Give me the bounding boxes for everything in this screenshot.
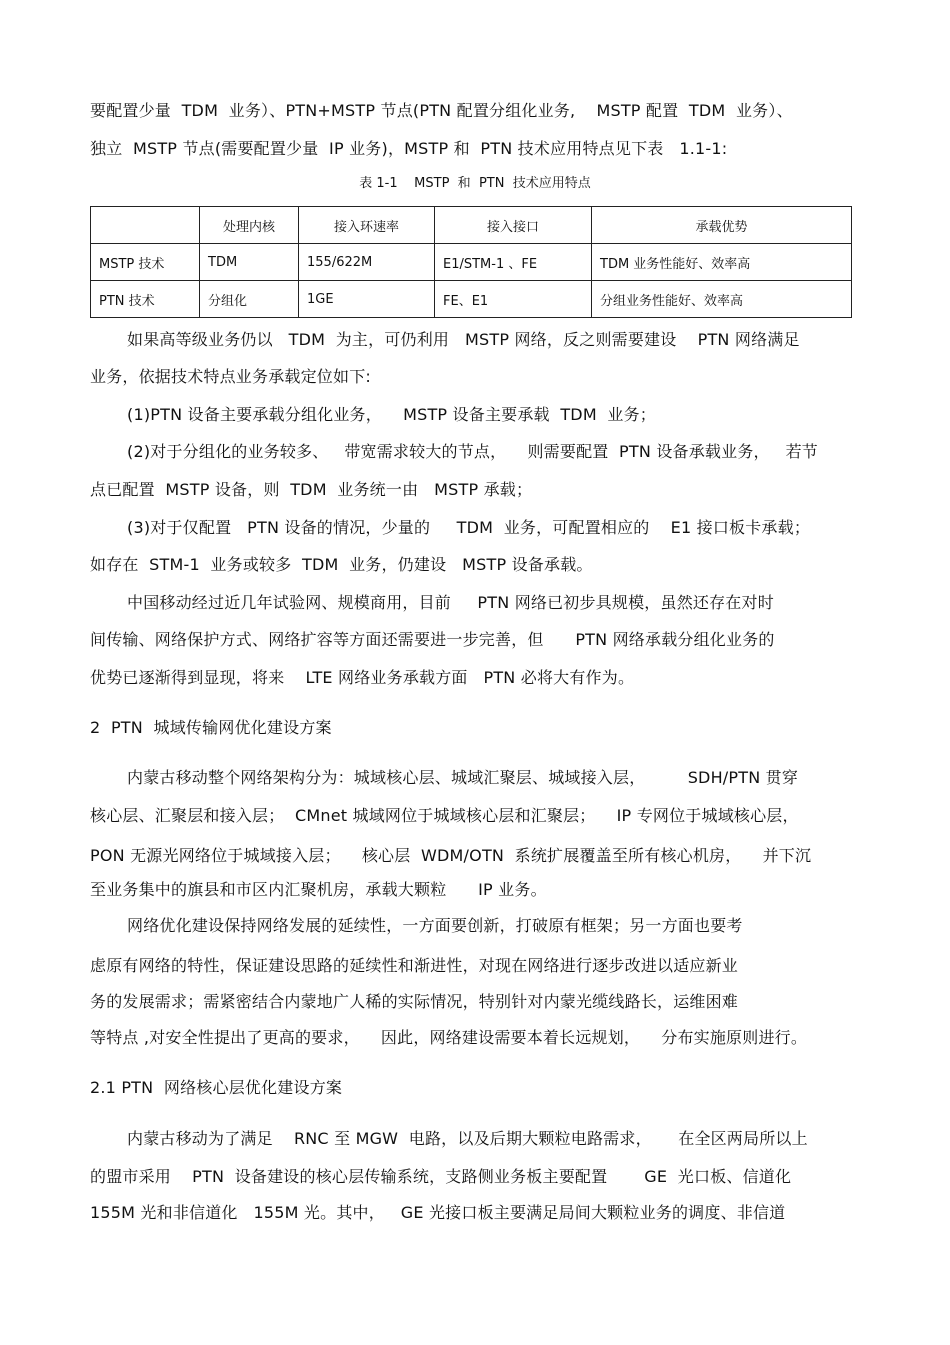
paragraph-line: 务的发展需求；需紧密结合内蒙地广人稀的实际情况，特别针对内蒙光缆线路长，运维困难 (90, 992, 739, 1011)
paragraph-line: 如存在 STM-1 业务或较多 TDM 业务，仍建设 MSTP 设备承载。 (90, 555, 593, 574)
table-cell: E1/STM-1 、FE (435, 244, 592, 281)
paragraph-line: 内蒙古移动为了满足 RNC 至 MGW 电路，以及后期大颗粒电路需求， 在全区两局所以上 (127, 1129, 808, 1148)
paragraph-line: 如果高等级业务仍以 TDM 为主，可仍利用 MSTP 网络，反之则需要建设 PTN 网络满足 (127, 330, 800, 349)
table-cell: PTN 技术 (91, 281, 200, 318)
paragraph-line: 内蒙古移动整个网络架构分为：城域核心层、城域汇聚层、城域接入层， SDH/PTN 贯穿 (127, 768, 799, 787)
paragraph-line: 优势已逐渐得到显现，将来 LTE 网络业务承载方面 PTN 必将大有作为。 (90, 668, 635, 687)
table-row (91, 281, 852, 318)
paragraph-line: 155M 光和非信道化 155M 光。其中， GE 光接口板主要满足局间大颗粒业务的调度、非信道 (90, 1203, 786, 1222)
table-cell: 1GE (299, 281, 435, 318)
section-heading: 2 PTN 城域传输网优化建设方案 (90, 718, 332, 737)
paragraph-line: PON 无源光网络位于城域接入层； 核心层 WDM/OTN 系统扩展覆盖至所有核心机房， 并下沉 (90, 846, 812, 865)
paragraph-line: 网络优化建设保持网络发展的延续性，一方面要创新，打破原有框架；另一方面也要考 (127, 916, 743, 935)
paragraph-line: 要配置少量 TDM 业务）、PTN+MSTP 节点(PTN 配置分组化业务, MSTP 配置 TDM 业务）、 (90, 101, 793, 120)
paragraph-line: 间传输、网络保护方式、网络扩容等方面还需要进一步完善，但 PTN 网络承载分组化业务的 (90, 630, 775, 649)
table-cell: MSTP 技术 (91, 244, 200, 281)
table-header-cell (91, 207, 200, 244)
table-cell: TDM (200, 244, 299, 281)
paragraph-line: 业务，依据技术特点业务承载定位如下: (90, 367, 371, 386)
table-cell: 分组业务性能好、效率高 (592, 281, 852, 318)
paragraph-line: 虑原有网络的特性，保证建设思路的延续性和渐进性，对现在网络进行逐步改进以适应新业 (90, 956, 739, 975)
table-header-row (91, 207, 852, 244)
table-header-cell: 处理内核 (200, 207, 299, 244)
paragraph-line: 核心层、汇聚层和接入层； CMnet 城域网位于城域核心层和汇聚层； IP 专网位于城域核心层， (90, 806, 799, 825)
paragraph-line: 至业务集中的旗县和市区内汇聚机房，承载大颗粒 IP 业务。 (90, 880, 547, 899)
table-cell: TDM 业务性能好、效率高 (592, 244, 852, 281)
section-heading: 2.1 PTN 网络核心层优化建设方案 (90, 1078, 343, 1097)
tech-comparison-table (90, 206, 852, 318)
paragraph-line: (3)对于仅配置 PTN 设备的情况，少量的 TDM 业务，可配置相应的 E1 接口板卡承载； (127, 518, 811, 537)
table-row (91, 244, 852, 281)
table-cell: 155/622M (299, 244, 435, 281)
table-header-cell: 接入环速率 (299, 207, 435, 244)
paragraph-line: 中国移动经过近几年试验网、规模商用，目前 PTN 网络已初步具规模，虽然还存在对时 (127, 593, 774, 612)
table-cell: FE、E1 (435, 281, 592, 318)
table-header-cell: 接入接口 (435, 207, 592, 244)
paragraph-line: 的盟市采用 PTN 设备建设的核心层传输系统，支路侧业务板主要配置 GE 光口板、信道化 (90, 1167, 792, 1186)
paragraph-line: 等特点 ,对安全性提出了更高的要求， 因此，网络建设需要本着长远规划， 分布实施原则进行。 (90, 1028, 808, 1047)
paragraph-line: (2)对于分组化的业务较多、 带宽需求较大的节点， 则需要配置 PTN 设备承载业务， 若节 (127, 442, 818, 461)
table-header-cell: 承载优势 (592, 207, 852, 244)
paragraph-line: (1)PTN 设备主要承载分组化业务， MSTP 设备主要承载 TDM 业务； (127, 405, 656, 424)
paragraph-line: 独立 MSTP 节点(需要配置少量 IP 业务)，MSTP 和 PTN 技术应用特点见下表 1.1-1: (90, 139, 728, 158)
table-cell: 分组化 (200, 281, 299, 318)
paragraph-line: 点已配置 MSTP 设备，则 TDM 业务统一由 MSTP 承载； (90, 480, 533, 499)
table-caption: 表 1-1 MSTP 和 PTN 技术应用特点 (359, 176, 591, 191)
